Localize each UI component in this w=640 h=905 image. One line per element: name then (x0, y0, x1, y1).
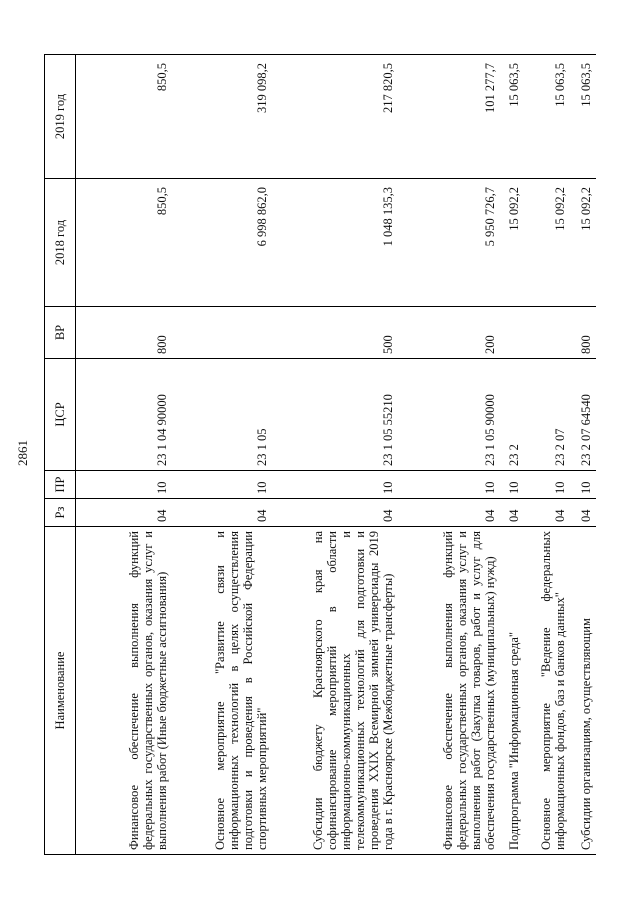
cell-pr: 10 (76, 471, 172, 499)
cell-pr: 10 (570, 471, 596, 499)
cell-vr (500, 307, 524, 359)
cell-pr: 10 (500, 471, 524, 499)
page-number: 2861 (15, 440, 30, 466)
cell-pr: 10 (272, 471, 398, 499)
cell-csr: 23 1 05 (172, 359, 272, 471)
cell-pr: 10 (172, 471, 272, 499)
cell-2019: 15 063,5 (570, 55, 596, 179)
table-header-row (45, 55, 76, 855)
cell-2019: 217 820,5 (272, 55, 398, 179)
cell-vr: 500 (272, 307, 398, 359)
cell-rz: 04 (570, 499, 596, 527)
cell-2018: 5 950 726,7 (398, 179, 500, 307)
cell-csr: 23 1 05 55210 (272, 359, 398, 471)
cell-csr: 23 2 07 (524, 359, 570, 471)
table-row (398, 55, 500, 855)
cell-2018: 6 998 862,0 (172, 179, 272, 307)
table-row (524, 55, 570, 855)
cell-rz: 04 (398, 499, 500, 527)
cell-2019: 850,5 (76, 55, 172, 179)
cell-csr: 23 2 07 64540 (570, 359, 596, 471)
cell-2018: 850,5 (76, 179, 172, 307)
cell-rz: 04 (524, 499, 570, 527)
cell-name: Основное мероприятие "Развитие связи и информационных технологий в целях осуществления подготовки и проведения в Российской Федерации спортивных мероприятий" (172, 527, 272, 855)
cell-name: Субсидии организациям, осуществляющим (570, 527, 596, 855)
cell-rz: 04 (272, 499, 398, 527)
header-2019: 2019 год (45, 55, 76, 179)
cell-2019: 15 063,5 (500, 55, 524, 179)
table-row (172, 55, 272, 855)
cell-pr: 10 (524, 471, 570, 499)
cell-csr: 23 2 (500, 359, 524, 471)
cell-2018: 15 092,2 (524, 179, 570, 307)
cell-pr: 10 (398, 471, 500, 499)
header-vr: ВР (45, 307, 76, 359)
cell-name: Подпрограмма "Информационная среда" (500, 527, 524, 855)
cell-vr: 800 (570, 307, 596, 359)
cell-name: Субсидии бюджету Красноярского края на софинансирование мероприятий в области информационно-коммуникационных и телекоммуникационных технологий для подготовки и проведения XXIX Всемирной зимней универсиады 2019 года в г. Красноярске (Межбюджетные трансферты) (272, 527, 398, 855)
cell-rz: 04 (500, 499, 524, 527)
header-csr: ЦСР (45, 359, 76, 471)
cell-csr: 23 1 05 90000 (398, 359, 500, 471)
cell-vr (172, 307, 272, 359)
cell-2019: 101 277,7 (398, 55, 500, 179)
cell-csr: 23 1 04 90000 (76, 359, 172, 471)
cell-2018: 15 092,2 (500, 179, 524, 307)
header-pr: ПР (45, 471, 76, 499)
header-name: Наименование (45, 527, 76, 855)
cell-vr: 800 (76, 307, 172, 359)
cell-vr (524, 307, 570, 359)
table-row (272, 55, 398, 855)
cell-2018: 1 048 135,3 (272, 179, 398, 307)
rotated-page-content (44, 55, 604, 855)
cell-rz: 04 (76, 499, 172, 527)
cell-name: Финансовое обеспечение выполнения функций федеральных государственных органов, оказания услуг и выполнения работ (Иные бюджетные ассигнования) (76, 527, 172, 855)
table-row (570, 55, 596, 855)
header-2018: 2018 год (45, 179, 76, 307)
table-row (76, 55, 172, 855)
cell-rz: 04 (172, 499, 272, 527)
budget-table (44, 54, 596, 855)
cell-name: Финансовое обеспечение выполнения функций федеральных государственных органов, оказания услуг и выполнения работ (Закупка товаров, работ и услуг для обеспечения государственных (муниципальных) нужд) (398, 527, 500, 855)
cell-name: Основное мероприятие "Ведение федеральных информационных фондов, баз и банков данных" (524, 527, 570, 855)
table-row (500, 55, 524, 855)
cell-vr: 200 (398, 307, 500, 359)
cell-2019: 15 063,5 (524, 55, 570, 179)
cell-2018: 15 092,2 (570, 179, 596, 307)
cell-2019: 319 098,2 (172, 55, 272, 179)
header-rz: Рз (45, 499, 76, 527)
